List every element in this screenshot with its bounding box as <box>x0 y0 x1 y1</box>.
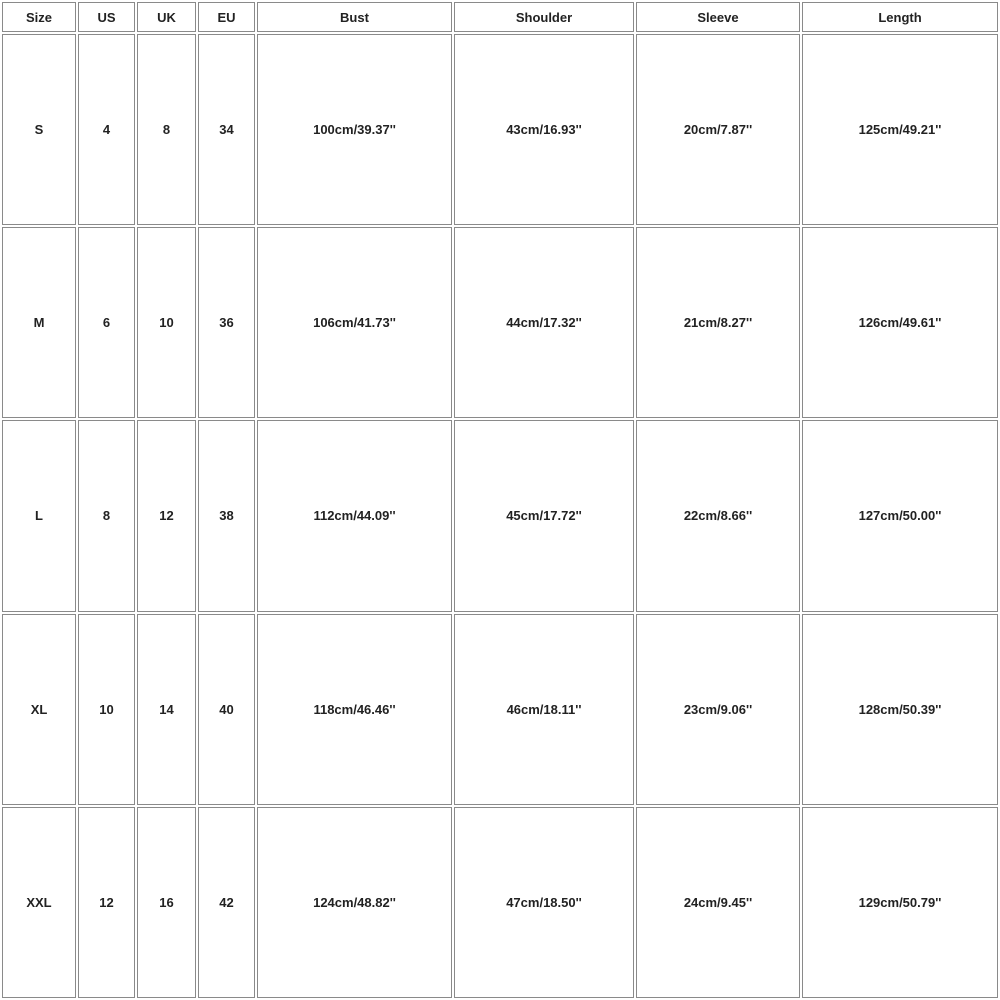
cell-eu: 34 <box>198 34 255 225</box>
header-sleeve: Sleeve <box>636 2 800 32</box>
cell-shoulder: 45cm/17.72'' <box>454 420 634 611</box>
cell-sleeve: 20cm/7.87'' <box>636 34 800 225</box>
cell-eu: 36 <box>198 227 255 418</box>
cell-us: 10 <box>78 614 135 805</box>
cell-us: 8 <box>78 420 135 611</box>
cell-bust: 106cm/41.73'' <box>257 227 452 418</box>
table-body <box>2 34 998 998</box>
cell-us: 6 <box>78 227 135 418</box>
header-us: US <box>78 2 135 32</box>
header-eu: EU <box>198 2 255 32</box>
cell-uk: 14 <box>137 614 196 805</box>
cell-length: 126cm/49.61'' <box>802 227 998 418</box>
cell-bust: 100cm/39.37'' <box>257 34 452 225</box>
cell-eu: 38 <box>198 420 255 611</box>
cell-shoulder: 43cm/16.93'' <box>454 34 634 225</box>
cell-bust: 118cm/46.46'' <box>257 614 452 805</box>
cell-sleeve: 24cm/9.45'' <box>636 807 800 998</box>
table-row <box>2 34 998 225</box>
cell-length: 128cm/50.39'' <box>802 614 998 805</box>
header-row <box>2 2 998 32</box>
cell-shoulder: 46cm/18.11'' <box>454 614 634 805</box>
cell-length: 127cm/50.00'' <box>802 420 998 611</box>
table-row <box>2 614 998 805</box>
table-row <box>2 807 998 998</box>
cell-uk: 10 <box>137 227 196 418</box>
cell-us: 12 <box>78 807 135 998</box>
table-row <box>2 420 998 611</box>
cell-size: L <box>2 420 76 611</box>
cell-uk: 8 <box>137 34 196 225</box>
cell-uk: 16 <box>137 807 196 998</box>
cell-us: 4 <box>78 34 135 225</box>
table-row <box>2 227 998 418</box>
cell-size: XXL <box>2 807 76 998</box>
table-header <box>2 2 998 32</box>
cell-uk: 12 <box>137 420 196 611</box>
cell-sleeve: 23cm/9.06'' <box>636 614 800 805</box>
header-bust: Bust <box>257 2 452 32</box>
cell-sleeve: 21cm/8.27'' <box>636 227 800 418</box>
cell-shoulder: 47cm/18.50'' <box>454 807 634 998</box>
header-shoulder: Shoulder <box>454 2 634 32</box>
cell-size: S <box>2 34 76 225</box>
cell-shoulder: 44cm/17.32'' <box>454 227 634 418</box>
header-length: Length <box>802 2 998 32</box>
cell-length: 129cm/50.79'' <box>802 807 998 998</box>
cell-eu: 40 <box>198 614 255 805</box>
header-size: Size <box>2 2 76 32</box>
header-uk: UK <box>137 2 196 32</box>
cell-eu: 42 <box>198 807 255 998</box>
cell-length: 125cm/49.21'' <box>802 34 998 225</box>
cell-sleeve: 22cm/8.66'' <box>636 420 800 611</box>
cell-bust: 112cm/44.09'' <box>257 420 452 611</box>
cell-size: M <box>2 227 76 418</box>
cell-bust: 124cm/48.82'' <box>257 807 452 998</box>
cell-size: XL <box>2 614 76 805</box>
